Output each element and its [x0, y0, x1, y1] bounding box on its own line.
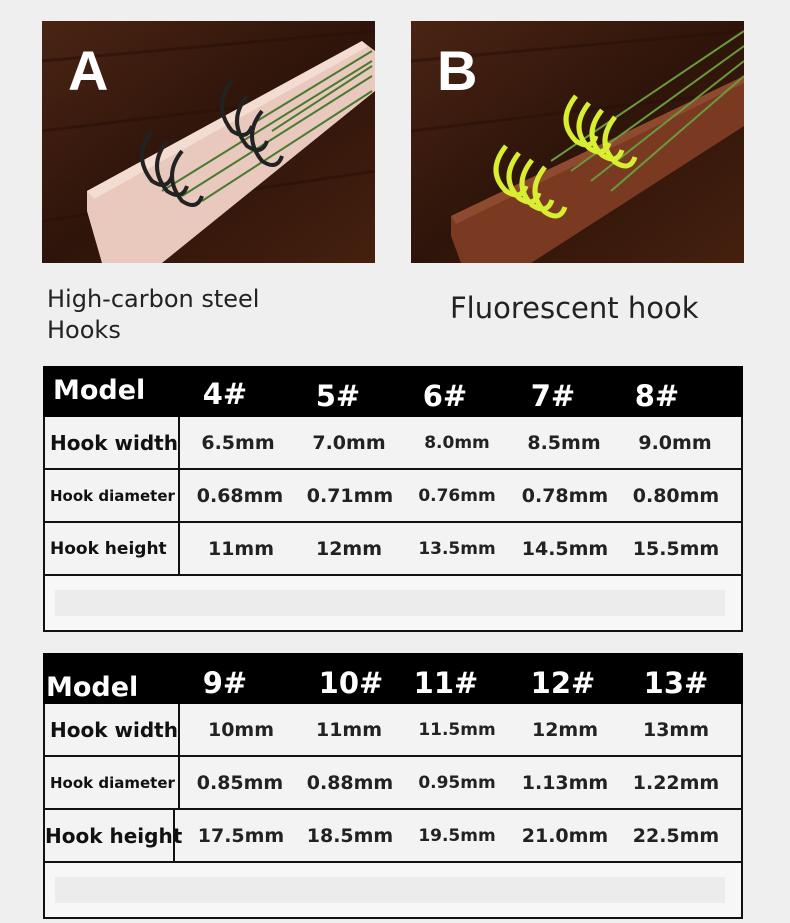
table-cell: 0.88mm [306, 771, 394, 794]
size-header: 8# [634, 379, 680, 413]
caption-fluorescent-hook: Fluorescent hook [450, 291, 699, 325]
table-cell: 0.85mm [196, 771, 284, 794]
row-label: Hook width [45, 704, 180, 755]
table-cell: 11mm [315, 718, 383, 741]
table-cell: 22.5mm [632, 824, 720, 847]
table-cell: 0.80mm [632, 484, 720, 507]
photo-fluorescent-hooks [411, 21, 744, 263]
caption-steel-line2: Hooks [47, 316, 121, 344]
table-row-hook-width [45, 417, 741, 470]
table-blank-row [45, 576, 741, 632]
table-row-hook-width [45, 704, 741, 757]
size-header: 7# [530, 379, 576, 413]
photo-letter-b: B [437, 39, 478, 102]
photo-letter-a: A [68, 39, 109, 102]
table-cell: 18.5mm [306, 824, 394, 847]
table-cell: 14.5mm [521, 537, 609, 560]
spec-table-2 [43, 653, 743, 919]
table-blank-row [45, 863, 741, 919]
table-cell: 0.68mm [196, 484, 284, 507]
table-cell: 19.5mm [418, 825, 496, 846]
table-cell: 7.0mm [312, 431, 386, 454]
table-cell: 12mm [315, 537, 383, 560]
table-cell: 13.5mm [418, 538, 496, 559]
row-label: Hook diameter [45, 470, 180, 521]
table-cell: 11.5mm [418, 719, 496, 740]
table-row-hook-height [45, 523, 741, 576]
table-cell: 12mm [531, 718, 599, 741]
size-header: 4# [202, 377, 248, 411]
table-cell: 0.76mm [418, 485, 496, 506]
size-header: 11# [413, 666, 479, 700]
table-cell: 1.13mm [521, 771, 609, 794]
table-row-hook-diameter [45, 757, 741, 810]
size-header: 9# [202, 666, 248, 700]
spec-table-header [43, 366, 743, 417]
spec-table-header [43, 653, 743, 704]
table-cell: 9.0mm [638, 431, 712, 454]
model-header-label: Model [53, 375, 146, 406]
row-label: Hook height [45, 523, 180, 574]
table-cell: 1.22mm [632, 771, 720, 794]
table-cell: 10mm [207, 718, 275, 741]
table-cell: 0.71mm [306, 484, 394, 507]
spec-table-body [43, 417, 743, 632]
table-cell: 8.5mm [527, 431, 601, 454]
photo-steel-hooks [42, 21, 375, 263]
table-cell: 17.5mm [197, 824, 285, 847]
size-header: 6# [422, 379, 468, 413]
size-header: 13# [643, 666, 709, 700]
table-cell: 6.5mm [201, 431, 275, 454]
spec-table-1 [43, 366, 743, 632]
size-header: 5# [315, 379, 361, 413]
table-cell: 21.0mm [521, 824, 609, 847]
table-cell: 0.78mm [521, 484, 609, 507]
row-label: Hook diameter [45, 757, 180, 808]
table-row-hook-diameter [45, 470, 741, 523]
table-cell: 11mm [207, 537, 275, 560]
spec-table-body [43, 704, 743, 919]
table-cell: 8.0mm [424, 432, 490, 453]
table-cell: 0.95mm [418, 772, 496, 793]
size-header: 12# [530, 666, 596, 700]
table-cell: 15.5mm [632, 537, 720, 560]
caption-steel-hooks [47, 284, 307, 346]
model-header-label: Model [46, 672, 139, 703]
size-header: 10# [318, 666, 384, 700]
row-label: Hook height [45, 810, 175, 861]
caption-steel-line1: High-carbon steel [47, 285, 260, 313]
row-label: Hook width [45, 417, 180, 468]
table-cell: 13mm [642, 718, 710, 741]
table-row-hook-height [45, 810, 741, 863]
